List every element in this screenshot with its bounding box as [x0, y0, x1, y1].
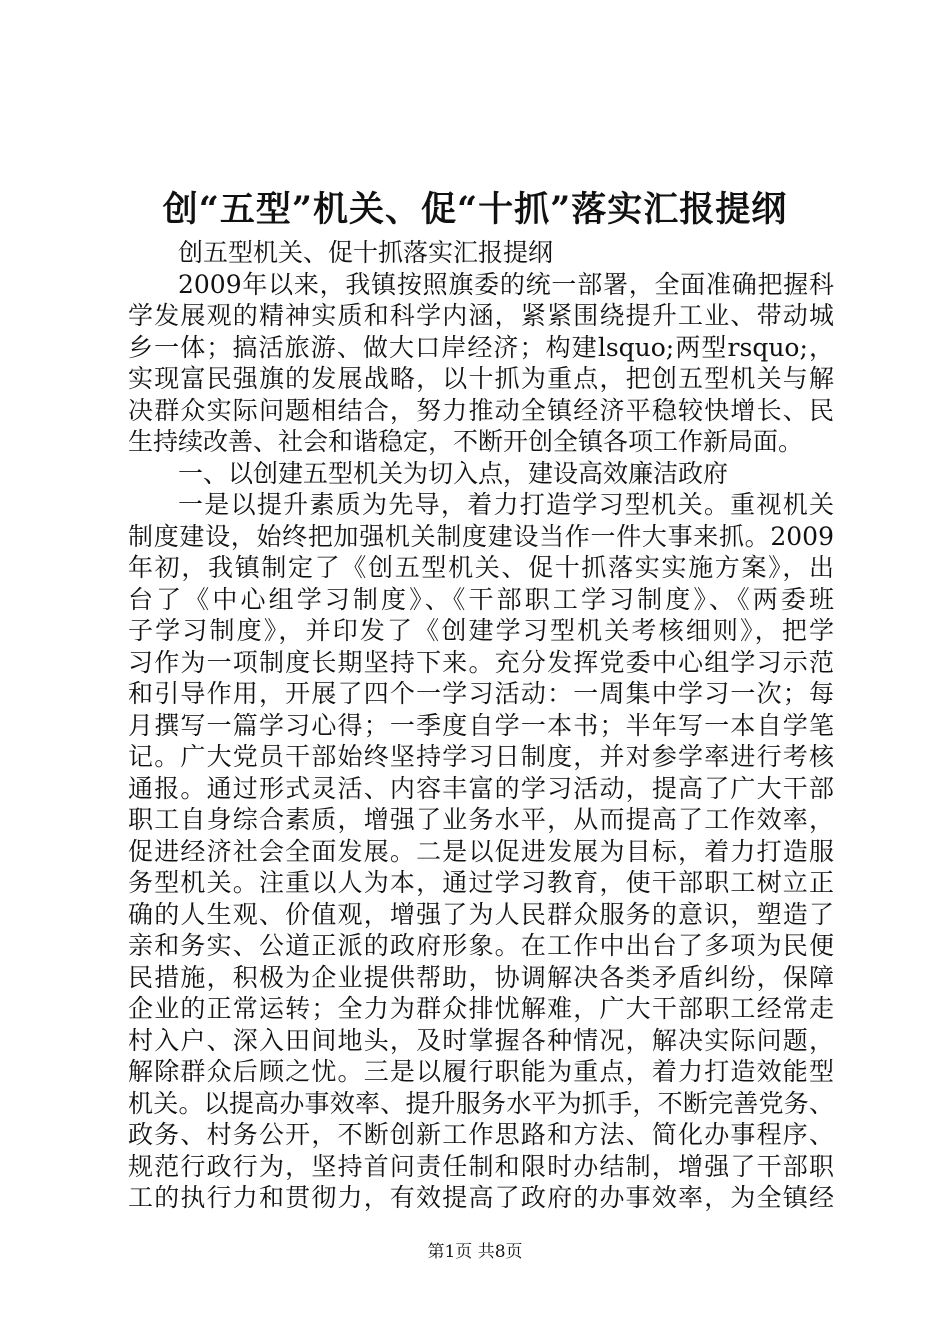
text-line: 决群众实际问题相结合，努力推动全镇经济平稳较快增长、民 — [128, 395, 834, 425]
text-line: 一是以提升素质为先导，着力打造学习型机关。重视机关 — [178, 490, 834, 519]
text-line: 月撰写一篇学习心得；一季度自学一本书；半年写一本自学笔 — [128, 710, 834, 740]
text-line: 生持续改善、社会和谐稳定，不断开创全镇各项工作新局面。 — [128, 427, 804, 456]
text-line: 习作为一项制度长期坚持下来。充分发挥党委中心组学习示范 — [128, 647, 834, 677]
text-line: 确的人生观、价值观，增强了为人民群众服务的意识，塑造了 — [128, 899, 834, 929]
text-line: 政务、村务公开，不断创新工作思路和方法、简化办事程序、 — [128, 1120, 834, 1149]
text-line: 民措施，积极为企业提供帮助，协调解决各类矛盾纠纷，保障 — [128, 962, 834, 992]
text-line: 一、以创建五型机关为切入点，建设高效廉洁政府 — [178, 458, 729, 488]
text-line: 工的执行力和贯彻力，有效提高了政府的办事效率，为全镇经 — [128, 1183, 834, 1212]
text-line: 实现富民强旗的发展战略，以十抓为重点，把创五型机关与解 — [128, 364, 834, 393]
document-title: 创“五型”机关、促“十抓”落实汇报提纲 — [162, 189, 788, 230]
text-line: 乡一体；搞活旅游、做大口岸经济；构建lsquo;两型rsquo;， — [128, 332, 834, 362]
text-line: 企业的正常运转；全力为群众排忧解难，广大干部职工经常走 — [128, 994, 834, 1023]
text-line: 促进经济社会全面发展。二是以促进发展为目标，着力打造服 — [128, 836, 834, 866]
text-line: 村入户、深入田间地头，及时掌握各种情况，解决实际问题， — [128, 1025, 834, 1055]
text-line: 规范行政行为，坚持首问责任制和限时办结制，增强了干部职 — [128, 1151, 834, 1181]
text-line: 通报。通过形式灵活、内容丰富的学习活动，提高了广大干部 — [128, 773, 834, 803]
text-line: 创五型机关、促十抓落实汇报提纲 — [178, 238, 554, 267]
page-footer: 第1页 共8页 — [427, 1242, 523, 1262]
text-line: 子学习制度》，并印发了《创建学习型机关考核细则》，把学 — [128, 616, 834, 645]
text-line: 机关。以提高办事效率、提升服务水平为抓手，不断完善党务、 — [128, 1088, 834, 1118]
text-line: 务型机关。注重以人为本，通过学习教育，使干部职工树立正 — [128, 868, 834, 897]
text-line: 台了《中心组学习制度》、《干部职工学习制度》、《两委班 — [128, 584, 834, 614]
document-body — [128, 237, 834, 1214]
text-line: 亲和务实、公道正派的政府形象。在工作中出台了多项为民便 — [128, 931, 834, 960]
text-line: 和引导作用，开展了四个一学习活动：一周集中学习一次；每 — [128, 679, 834, 708]
text-line: 年初，我镇制定了《创五型机关、促十抓落实实施方案》，出 — [128, 553, 834, 582]
text-line: 制度建设，始终把加强机关制度建设当作一件大事来抓。2009 — [128, 521, 834, 551]
text-line: 记。广大党员干部始终坚持学习日制度，并对参学率进行考核 — [128, 742, 834, 771]
text-line: 职工自身综合素质，增强了业务水平，从而提高了工作效率， — [128, 805, 834, 834]
text-line: 2009年以来，我镇按照旗委的统一部署，全面准确把握科 — [178, 269, 834, 299]
text-line: 解除群众后顾之忧。三是以履行职能为重点，着力打造效能型 — [128, 1057, 834, 1086]
text-line: 学发展观的精神实质和科学内涵，紧紧围绕提升工业、带动城 — [128, 301, 834, 330]
